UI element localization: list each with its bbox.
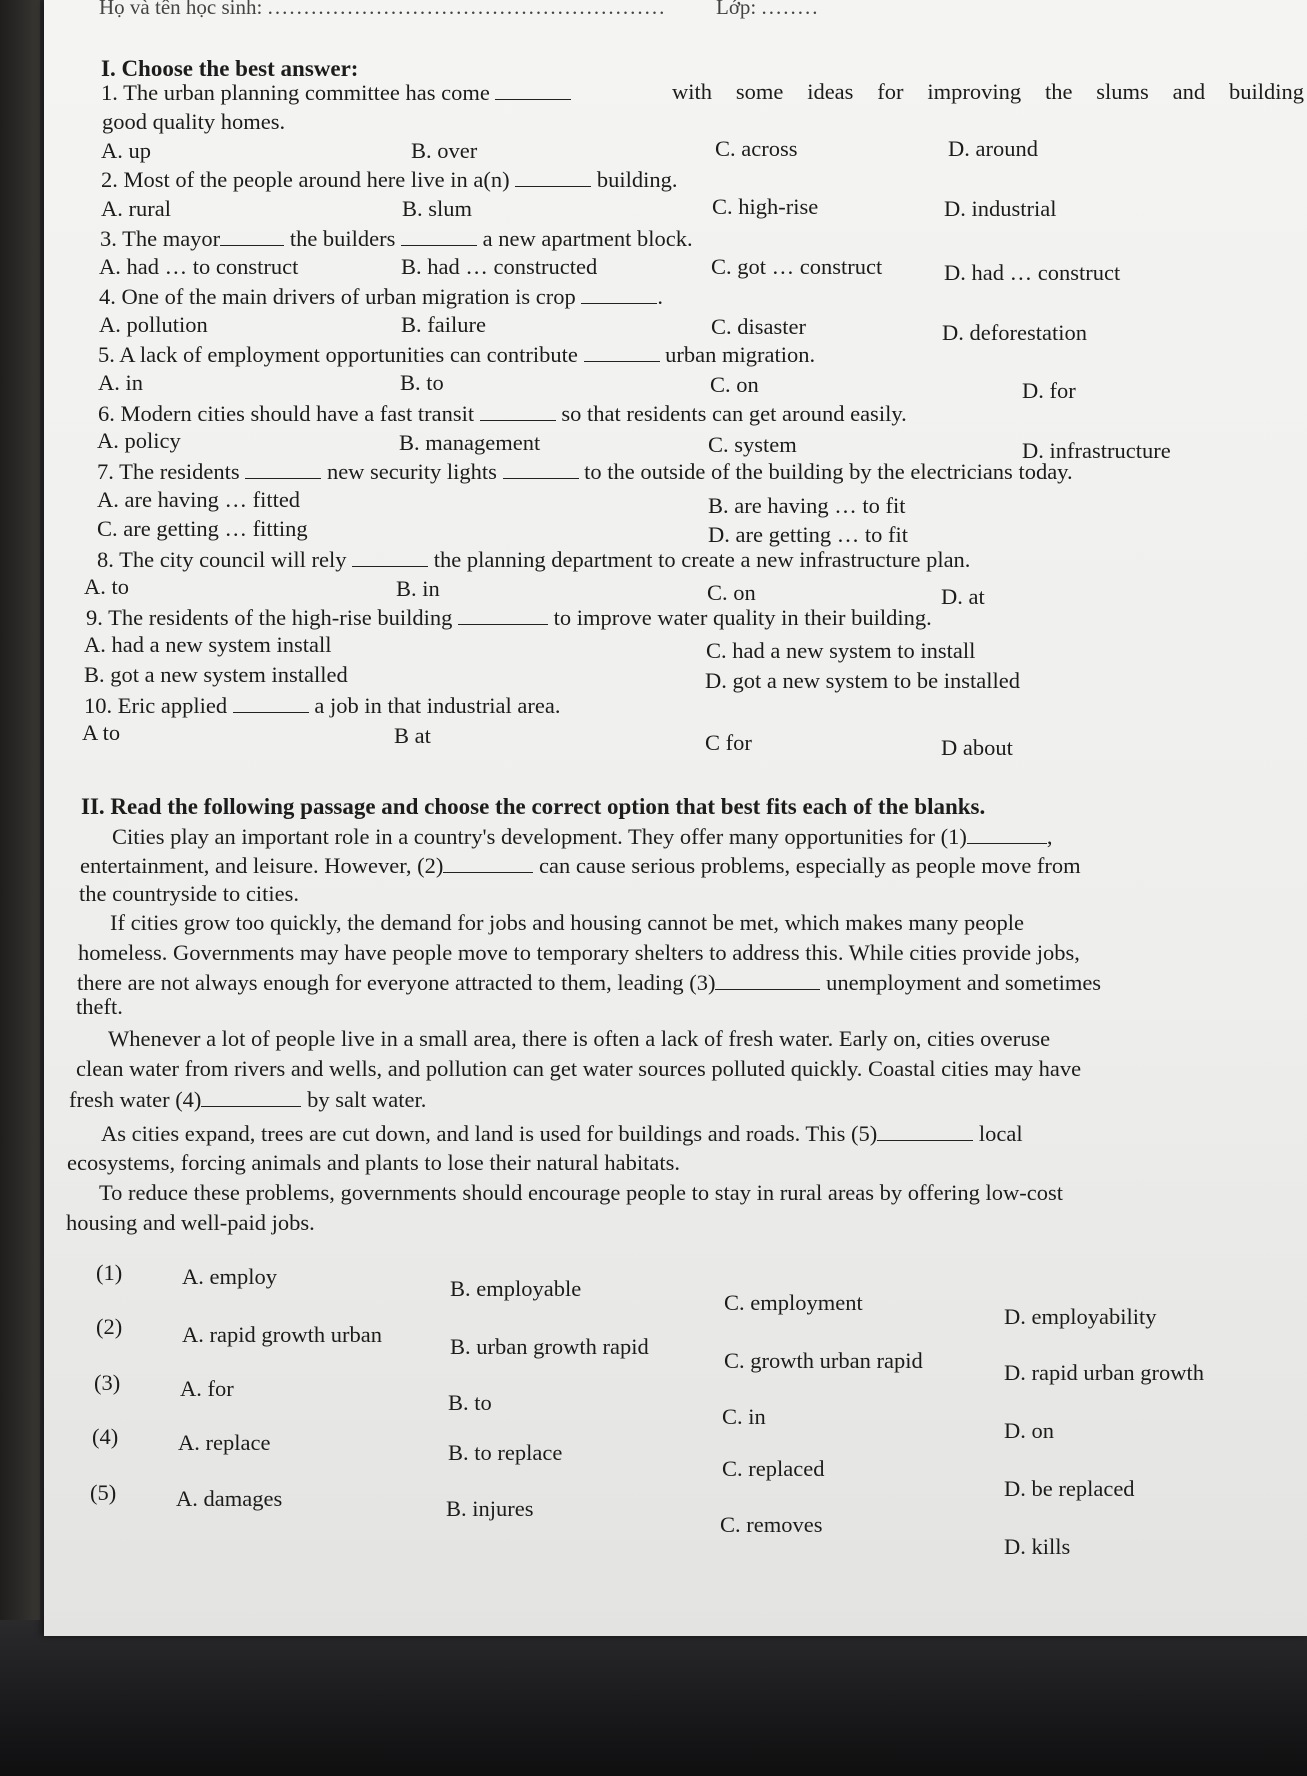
passage-blank-4[interactable]	[201, 1086, 301, 1107]
class-label: Lớp:	[716, 0, 757, 19]
option[interactable]: C. on	[707, 580, 756, 605]
passage-p2-l2: homeless. Governments may have people move to temporary shelters to address this. While cities provide jobs,	[78, 940, 1080, 965]
passage-p2-l4: theft.	[76, 994, 123, 1019]
option[interactable]: D. around	[948, 136, 1038, 161]
background-edge	[0, 0, 40, 1776]
question-3: 3. The mayor the builders a new apartment block.	[100, 226, 693, 251]
answer-blank[interactable]	[584, 341, 660, 362]
option[interactable]: A. damages	[176, 1486, 283, 1511]
question-8: 8. The city council will rely the planning department to create a new infrastructure plan.	[97, 547, 971, 572]
option[interactable]: C. growth urban rapid	[724, 1348, 923, 1373]
option[interactable]: A to	[82, 720, 121, 745]
option[interactable]: D. kills	[1004, 1534, 1071, 1559]
option[interactable]: A. pollution	[99, 312, 208, 337]
option[interactable]: B. failure	[401, 312, 486, 337]
option[interactable]: B. urban growth rapid	[450, 1334, 649, 1359]
answer-blank[interactable]	[245, 458, 321, 479]
option[interactable]: A. to	[84, 574, 129, 599]
question-1: 1. The urban planning committee has come	[101, 79, 571, 106]
question-9: 9. The residents of the high-rise building to improve water quality in their building.	[86, 605, 932, 630]
option[interactable]: D. are getting … to fit	[708, 522, 908, 547]
passage-p1-l2: entertainment, and leisure. However, (2) can cause serious problems, especially as people move from	[80, 853, 1081, 878]
option[interactable]: C. are getting … fitting	[97, 516, 308, 541]
background-fabric	[0, 1620, 1307, 1776]
question-7: 7. The residents new security lights to the outside of the building by the electricians today.	[97, 459, 1073, 484]
passage-p1-l3: the countryside to cities.	[79, 881, 299, 906]
option[interactable]: B. to	[448, 1390, 492, 1415]
passage-blank-5[interactable]	[877, 1120, 973, 1141]
option[interactable]: D. industrial	[944, 196, 1057, 221]
question-4: 4. One of the main drivers of urban migration is crop .	[99, 284, 664, 309]
option[interactable]: C. across	[715, 136, 798, 161]
option[interactable]: D. on	[1004, 1418, 1054, 1443]
section-2-title: II. Read the following passage and choose the correct option that best fits each of the blanks.	[81, 794, 986, 819]
option[interactable]: C. employment	[724, 1290, 863, 1315]
option[interactable]: C. on	[710, 372, 759, 397]
option[interactable]: B at	[394, 723, 431, 748]
passage-p4-l2: ecosystems, forcing animals and plants to lose their natural habitats.	[67, 1150, 680, 1175]
option[interactable]: B. had … constructed	[401, 254, 598, 279]
passage-p4-l1: As cities expand, trees are cut down, and land is used for buildings and roads. This (5) local	[101, 1121, 1023, 1146]
answer-number: (5)	[90, 1480, 117, 1505]
section-1-title: I. Choose the best answer:	[101, 56, 359, 81]
option[interactable]: C. disaster	[711, 314, 806, 339]
question-6: 6. Modern cities should have a fast transit so that residents can get around easily.	[98, 401, 907, 426]
passage-p3-l3: fresh water (4) by salt water.	[69, 1087, 427, 1112]
option[interactable]: D. be replaced	[1004, 1476, 1135, 1501]
option[interactable]: A. for	[180, 1376, 234, 1401]
option[interactable]: C for	[705, 730, 752, 755]
option[interactable]: A. in	[98, 370, 143, 395]
answer-blank[interactable]	[401, 225, 477, 246]
answer-blank[interactable]	[352, 546, 428, 567]
option[interactable]: A. rural	[101, 196, 171, 221]
passage-blank-2[interactable]	[443, 852, 533, 873]
option[interactable]: A. employ	[182, 1264, 277, 1289]
answer-blank[interactable]	[581, 283, 657, 304]
option[interactable]: C. high-rise	[712, 194, 819, 219]
answer-blank[interactable]	[233, 692, 309, 713]
option[interactable]: D. employability	[1004, 1304, 1157, 1329]
answer-blank[interactable]	[515, 166, 591, 187]
option[interactable]: D. infrastructure	[1022, 438, 1171, 463]
passage-p2-l3: there are not always enough for everyone attracted to them, leading (3) unemployment and sometimes	[77, 970, 1102, 995]
answer-blank[interactable]	[480, 400, 556, 421]
option[interactable]: D. rapid urban growth	[1004, 1360, 1204, 1385]
option[interactable]: D. got a new system to be installed	[705, 668, 1020, 693]
option[interactable]: B. injures	[446, 1496, 534, 1521]
option[interactable]: A. policy	[97, 428, 181, 453]
question-1-line2: good quality homes.	[102, 109, 286, 134]
option[interactable]: C. had a new system to install	[706, 638, 976, 663]
option[interactable]: C. removes	[720, 1512, 823, 1537]
student-name-line: Họ và tên học sinh: .......................................................	[99, 0, 666, 20]
passage-p3-l1: Whenever a lot of people live in a small area, there is often a lack of fresh water. Early on, cities overuse	[108, 1026, 1051, 1051]
option[interactable]: B. to	[400, 370, 444, 395]
option[interactable]: C. got … construct	[711, 254, 883, 279]
question-2: 2. Most of the people around here live in a(n) building.	[101, 167, 678, 192]
passage-p2-l1: If cities grow too quickly, the demand for jobs and housing cannot be met, which makes many people	[110, 910, 1024, 935]
option[interactable]: D about	[941, 735, 1013, 760]
question-10: 10. Eric applied a job in that industrial area.	[84, 693, 561, 718]
question-1-continuation: with some ideas for improving the slums and building	[672, 79, 1304, 104]
passage-p3-l2: clean water from rivers and wells, and pollution can get water sources polluted quickly. Coastal cities may have	[76, 1056, 1082, 1081]
class-line: Lớp: ........	[716, 0, 820, 20]
option[interactable]: C. in	[722, 1404, 766, 1429]
question-5: 5. A lack of employment opportunities can contribute urban migration.	[98, 342, 816, 367]
option[interactable]: A. rapid growth urban	[182, 1322, 382, 1347]
passage-blank-1[interactable]	[967, 823, 1047, 844]
option[interactable]: A. are having … fitted	[97, 487, 301, 512]
option[interactable]: D. at	[941, 584, 985, 609]
option[interactable]: A. up	[101, 138, 151, 163]
option[interactable]: C. system	[708, 432, 797, 457]
student-name-label: Họ và tên học sinh:	[99, 0, 263, 19]
answer-blank[interactable]	[220, 225, 284, 246]
option[interactable]: B. got a new system installed	[84, 662, 348, 687]
answer-blank[interactable]	[458, 604, 548, 625]
passage-p5-l2: housing and well-paid jobs.	[66, 1210, 315, 1235]
answer-number: (1)	[96, 1260, 123, 1285]
option[interactable]: A. had … to construct	[99, 254, 299, 279]
answer-number: (2)	[96, 1314, 123, 1339]
option[interactable]: B. over	[411, 138, 478, 163]
option[interactable]: D. deforestation	[942, 320, 1087, 345]
answer-number: (4)	[92, 1424, 119, 1449]
option[interactable]: B. are having … to fit	[708, 493, 906, 518]
option[interactable]: D. had … construct	[944, 260, 1121, 285]
answer-blank[interactable]	[495, 79, 571, 100]
worksheet-page	[44, 0, 1307, 1636]
passage-p1-l1: Cities play an important role in a country's development. They offer many opportunities for (1) ,	[112, 824, 1053, 849]
passage-p5-l1: To reduce these problems, governments should encourage people to stay in rural areas by offering low-cost	[99, 1180, 1063, 1205]
option[interactable]: B. slum	[402, 196, 473, 221]
option[interactable]: B. to replace	[448, 1440, 563, 1465]
option[interactable]: A. replace	[178, 1430, 271, 1455]
passage-blank-3[interactable]	[715, 969, 820, 990]
option[interactable]: A. had a new system install	[84, 632, 332, 657]
option[interactable]: B. management	[399, 430, 541, 455]
answer-number: (3)	[94, 1370, 121, 1395]
option[interactable]: D. for	[1022, 378, 1076, 403]
option[interactable]: B. employable	[450, 1276, 582, 1301]
answer-blank[interactable]	[503, 458, 579, 479]
option[interactable]: B. in	[396, 576, 440, 601]
option[interactable]: C. replaced	[722, 1456, 825, 1481]
